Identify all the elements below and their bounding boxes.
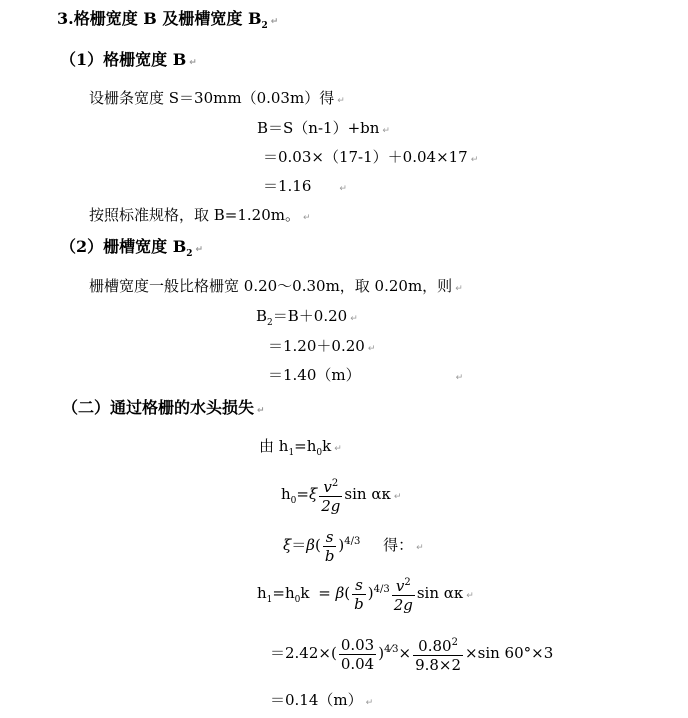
loss-result (270, 690, 373, 713)
paragraph-mark: ↵ (195, 245, 204, 255)
n-080-numerator (413, 634, 463, 656)
loss-h0-formula (281, 472, 401, 523)
loss-line1 (259, 436, 342, 463)
sin-alpha-k: sin ακ (344, 485, 391, 503)
paragraph-mark: ↵ (334, 444, 342, 454)
b-denominator: b (354, 594, 364, 613)
loss-l1-post: k (322, 437, 332, 455)
subsection-1-title (60, 50, 197, 73)
2g-denominator: 2g (321, 497, 341, 515)
beta-symbol: β (306, 536, 315, 554)
b-denominator: b (324, 546, 335, 565)
loss-h1-formula: $h_1=h_0k = \beta$( $\frac{s}{b}$ )$^{4/3}$ $\frac{v^2}{2g}$ sin ακ ↵ (257, 575, 474, 614)
h0-lhs: h (281, 485, 291, 503)
v-symbol: v (395, 577, 405, 595)
part1-eq2 (263, 147, 478, 170)
h1-eq: = (318, 584, 331, 602)
num-eq: ＝2.42× (270, 644, 331, 662)
part2-eq1-post: ＝B＋0.20 (272, 307, 348, 325)
h1-lhs: h (257, 584, 267, 602)
paragraph-mark: ↵ (466, 591, 474, 601)
paragraph-mark: ↵ (365, 698, 374, 708)
part1-conclusion-text: 按照标准规格，取 B=1.20m。 (89, 206, 300, 224)
s-over-b (323, 528, 337, 565)
h1-lhs-sub: 1 (266, 595, 273, 605)
exp-4-3: 4/3 (373, 584, 390, 595)
subsection-1-title-text: （1）格栅宽度 B (60, 50, 187, 69)
paragraph-mark: ↵ (302, 213, 311, 223)
v2-numerator (319, 475, 342, 497)
s-numerator: s (323, 528, 337, 547)
paragraph-mark: ↵ (455, 284, 463, 294)
section-3-title-text: 3.格栅宽度 B 及栅槽宽度 B (57, 9, 262, 28)
2g-denominator: 2g (393, 596, 413, 614)
part2-eq1-sub: 2 (267, 318, 273, 328)
beta-symbol: β (335, 584, 345, 602)
v2-over-2g (319, 475, 342, 515)
paragraph-mark: ↵ (455, 373, 464, 383)
paragraph-mark: ↵ (350, 314, 358, 324)
loss-l1-sub1: 1 (288, 448, 295, 458)
part1-eq1-text: B＝S（n-1）+bn (257, 119, 380, 137)
part2-eq2 (268, 336, 375, 359)
v-exp: 2 (404, 577, 411, 588)
h0-eq: = (296, 485, 309, 503)
n-080: 0.80 (418, 637, 452, 655)
loss-l1-mid: =h (294, 437, 317, 455)
part2-line1 (89, 276, 463, 299)
ratio-003-004 (339, 636, 376, 673)
head-loss-title (62, 398, 265, 421)
paragraph-mark: ↵ (337, 96, 345, 106)
num-tail: ×sin 60°×3 (465, 644, 554, 662)
xi-symbol: ξ (308, 485, 318, 503)
n-004: 0.04 (340, 654, 375, 673)
part1-eq3 (263, 176, 347, 199)
subsection-2-title-text: （2）栅槽宽度 B (60, 237, 187, 256)
part1-eq2-text: ＝0.03×（17-1）＋0.04×17 (263, 148, 468, 166)
section-3-title (57, 9, 278, 36)
paragraph-mark: ↵ (382, 126, 390, 136)
de-text: 得： (383, 536, 414, 554)
xi-lhs: ξ (283, 536, 292, 554)
exp-4-3-b: 4⁄3 (384, 644, 399, 655)
loss-xi-formula: ξ＝β( $\frac{s}{b}$ )$^{4/3}$ 得： ↵ (283, 527, 424, 565)
paragraph-mark: ↵ (189, 58, 197, 68)
loss-l1-pre: 由 h (259, 437, 289, 455)
n-003: 0.03 (340, 635, 375, 654)
subsection-2-title-sub: 2 (186, 249, 193, 260)
part2-eq1 (256, 306, 358, 333)
paragraph-mark: ↵ (393, 492, 402, 502)
sin-alpha-k: sin ακ (416, 584, 464, 602)
times-sign: × (398, 644, 412, 662)
v-numeric-fraction (413, 634, 463, 674)
section-3-title-sub: 2 (261, 21, 268, 32)
loss-numeric-formula: ＝2.42×( $\frac{0.03}{0.04}$ )$^{4⁄3}$× $\frac{0.80^2}{9.8\times 2}$ ×sin 60°×3 (270, 635, 554, 674)
h0-lhs-sub: 0 (290, 496, 297, 506)
part1-conclusion (89, 205, 311, 228)
paragraph-mark: ↵ (416, 543, 424, 553)
part2-eq1-pre: B (256, 307, 268, 325)
h1-mid-sub: 0 (294, 595, 301, 605)
paragraph-mark: ↵ (339, 184, 347, 194)
paragraph-mark: ↵ (367, 344, 376, 354)
part1-line1 (89, 88, 345, 111)
paragraph-mark: ↵ (257, 406, 265, 416)
part1-eq3-text: ＝1.16 (263, 177, 312, 195)
v2-numerator (392, 574, 415, 596)
subsection-2-title (60, 237, 203, 264)
n-080-exp: 2 (451, 637, 458, 648)
h1-mid: =h (272, 584, 295, 602)
part1-line1-text: 设栅条宽度 S＝30mm（0.03m）得 (89, 89, 335, 107)
den-9-8x2: 9.8×2 (415, 656, 462, 674)
xi-eq: ＝ (291, 536, 307, 554)
v-symbol: v (323, 478, 332, 496)
part2-line1-text: 栅槽宽度一般比格栅宽 0.20～0.30m，取 0.20m，则 (89, 277, 453, 295)
paragraph-mark: ↵ (270, 17, 279, 27)
v-exp: 2 (331, 478, 339, 489)
part1-eq1 (257, 118, 390, 141)
loss-result-text: ＝0.14（m） (270, 691, 363, 709)
part2-eq3-text: ＝1.40（m） (268, 366, 361, 384)
h1-k: k (300, 584, 310, 602)
v2-over-2g (392, 574, 415, 614)
s-numerator: s (352, 576, 366, 595)
loss-l1-sub2: 0 (316, 448, 323, 458)
s-over-b (352, 576, 366, 613)
paragraph-mark: ↵ (470, 155, 479, 165)
exp-4-3: 4/3 (344, 536, 361, 547)
head-loss-title-text: （二）通过格栅的水头损失 (62, 398, 255, 417)
part2-eq3 (268, 365, 463, 388)
part2-eq2-text: ＝1.20＋0.20 (268, 337, 365, 355)
